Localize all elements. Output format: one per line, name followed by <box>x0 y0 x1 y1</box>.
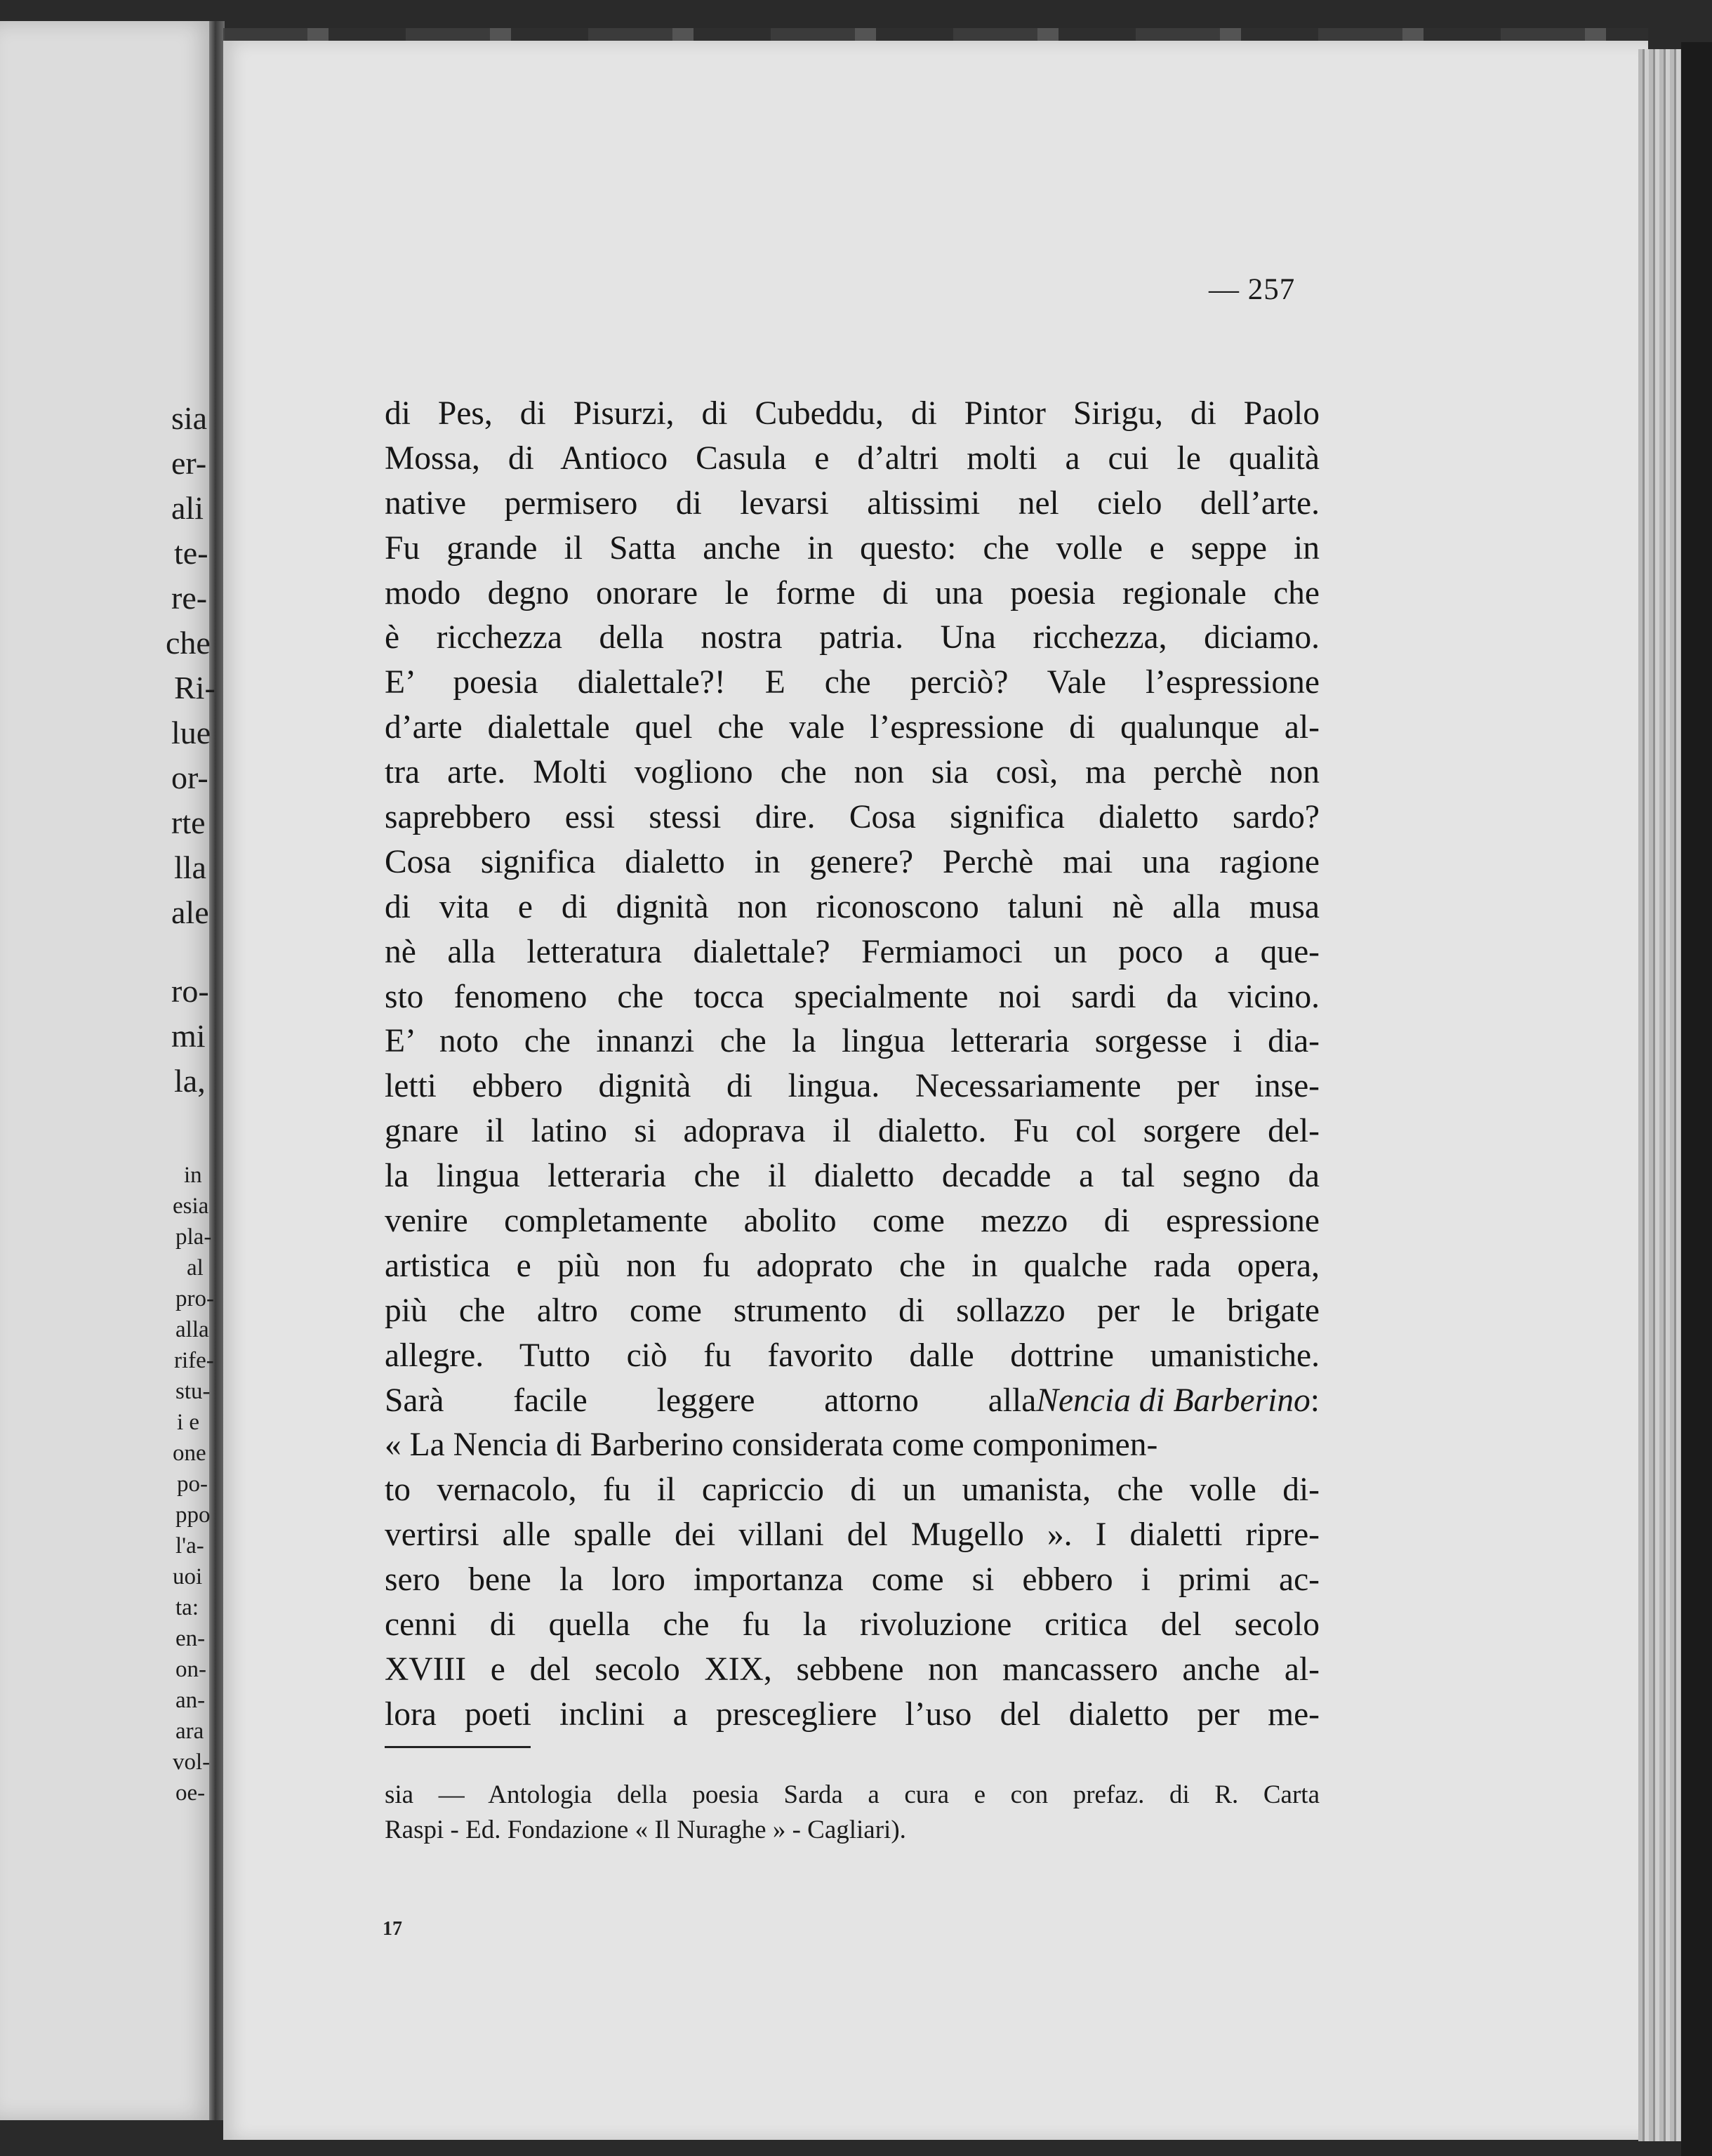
facing-note-line: pro- <box>175 1286 214 1311</box>
facing-note-line: l'a- <box>175 1533 204 1559</box>
text-line: Mossa, di Antioco Casula e d’altri molti a cui le qualità <box>385 439 1320 477</box>
text-line: gnare il latino si adoprava il dialetto. Fu col sorgere del- <box>385 1113 1320 1150</box>
text-line: « La Nencia di Barberino considerata come componimen- <box>385 1427 1158 1464</box>
facing-note-line: vol- <box>173 1750 211 1775</box>
facing-line: lla <box>174 849 206 885</box>
facing-line: la, <box>174 1063 206 1099</box>
text-line: to vernacolo, fu il capriccio di un umanista, che volle di- <box>385 1471 1320 1509</box>
text-line: sto fenomeno che tocca specialmente noi sardi da vicino. <box>385 978 1320 1015</box>
text-line: cenni di quella che fu la rivoluzione critica del secolo <box>385 1606 1320 1644</box>
text-line: venire completamente abolito come mezzo di espressione <box>385 1203 1320 1240</box>
text-line: E’ noto che innanzi che la lingua letteraria sorgesse i dia- <box>385 1023 1320 1060</box>
facing-note-line: in <box>184 1163 202 1188</box>
facing-note-line: uoi <box>173 1564 203 1589</box>
facing-line: che <box>166 625 211 661</box>
facing-line: sia <box>171 400 208 436</box>
body-text <box>385 392 1320 1738</box>
footnote-rule <box>385 1746 531 1748</box>
text-line-with-title <box>385 1379 1320 1424</box>
footnote-line: sia — Antologia della poesia Sarda a cura e con prefaz. di R. Carta <box>385 1780 1320 1809</box>
text-line: più che altro come strumento di sollazzo per le brigate <box>385 1292 1320 1329</box>
facing-note-line: alla <box>175 1317 209 1342</box>
scan-border <box>1681 42 1712 2156</box>
facing-note-line: al <box>187 1255 204 1281</box>
facing-line: lue <box>171 715 211 750</box>
facing-line: rte <box>171 805 206 840</box>
text-line: Fu grande il Satta anche in questo: che volle e seppe in <box>385 529 1320 567</box>
footnote <box>385 1778 1320 1848</box>
facing-note-line: an- <box>175 1688 206 1713</box>
facing-line: mi <box>171 1018 206 1054</box>
facing-note-line: stu- <box>175 1379 211 1404</box>
facing-line: ale <box>171 894 209 930</box>
facing-line: te- <box>174 535 208 571</box>
facing-line: er- <box>171 445 207 481</box>
work-title-italic: Nencia di Barberino <box>1036 1382 1310 1419</box>
text-line: saprebbero essi stessi dire. Cosa significa dialetto sardo? <box>385 799 1320 836</box>
text-line: vertirsi alle spalle dei villani del Mugello ». I dialetti ripre- <box>385 1516 1320 1554</box>
facing-line: re- <box>171 580 208 616</box>
colon-mark: : <box>1310 1382 1320 1419</box>
facing-note-line: ara <box>175 1719 204 1744</box>
facing-page-text <box>0 0 214 2106</box>
facing-note-line: oe- <box>175 1780 206 1806</box>
text-line: è ricchezza della nostra patria. Una ricchezza, diciamo. <box>385 619 1320 656</box>
text-line: XVIII e del secolo XIX, sebbene non mancassero anche al- <box>385 1651 1320 1688</box>
text-line: Cosa significa dialetto in genere? Perchè mai una ragione <box>385 843 1320 880</box>
text-line: tra arte. Molti vogliono che non sia così, ma perchè non <box>385 754 1320 791</box>
text-line: di Pes, di Pisurzi, di Cubeddu, di Pintor Sirigu, di Paolo <box>385 395 1320 432</box>
facing-line: Ri- <box>174 670 215 706</box>
text-line: allegre. Tutto ciò fu favorito dalle dottrine umanistiche. <box>385 1337 1320 1374</box>
facing-line: ali <box>171 490 204 526</box>
page-number: — 257 <box>1209 273 1296 306</box>
text-line: modo degno onorare le forme di una poesia regionale che <box>385 574 1320 611</box>
signature-mark: 17 <box>383 1918 402 1940</box>
text-line: d’arte dialettale quel che vale l’espressione di qualunque al- <box>385 709 1320 746</box>
facing-line: or- <box>171 760 208 795</box>
facing-note-line: pla- <box>175 1224 212 1250</box>
facing-note-line: i e <box>177 1410 200 1435</box>
facing-note-line: en- <box>175 1626 206 1651</box>
facing-note-line: one <box>173 1441 206 1466</box>
text-line: artistica e più non fu adoprato che in qualche rada opera, <box>385 1247 1320 1284</box>
text-line: la lingua letteraria che il dialetto decadde a tal segno da <box>385 1158 1320 1195</box>
facing-note-line: esia <box>173 1193 209 1219</box>
facing-line: ro- <box>171 973 209 1009</box>
text-line: lora poeti inclini a prescegliere l’uso del dialetto per me- <box>385 1695 1320 1733</box>
facing-note-line: ppo <box>175 1502 211 1528</box>
facing-note-line: po- <box>177 1471 208 1497</box>
facing-note-line: ta: <box>175 1595 199 1620</box>
text-line: di vita e di dignità non riconoscono taluni nè alla musa <box>385 888 1320 925</box>
text-line: sero bene la loro importanza come si ebbero i primi ac- <box>385 1561 1320 1599</box>
text-fragment: Sarà facile leggere attorno alla <box>385 1382 1037 1419</box>
text-line: native permisero di levarsi altissimi nel cielo dell’arte. <box>385 484 1320 522</box>
facing-note-line: on- <box>175 1657 206 1682</box>
text-line: letti ebbero dignità di lingua. Necessariamente per inse- <box>385 1068 1320 1105</box>
facing-note-line: rife- <box>174 1348 214 1373</box>
text-line: E’ poesia dialettale?! E che perciò? Vale l’espressione <box>385 664 1320 701</box>
text-line: nè alla letteratura dialettale? Fermiamoci un poco a que- <box>385 933 1320 970</box>
footnote-line: Raspi - Ed. Fondazione « Il Nuraghe » - Cagliari). <box>385 1816 906 1844</box>
